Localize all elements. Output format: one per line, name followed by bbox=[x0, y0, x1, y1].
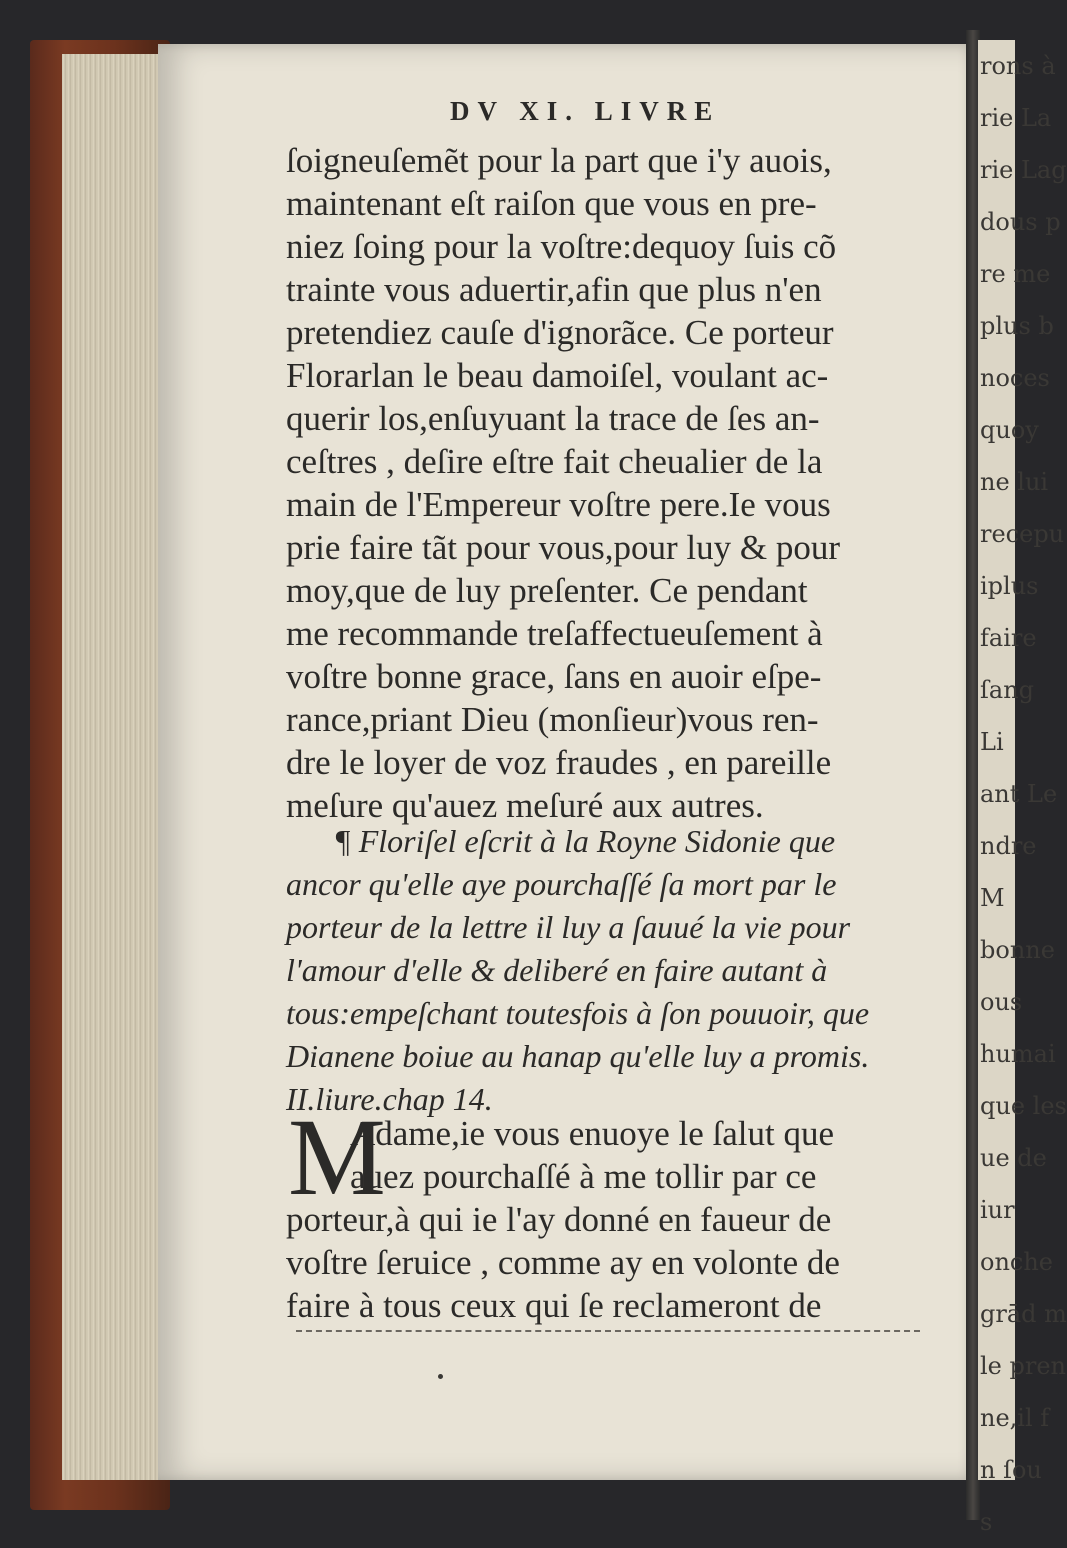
facing-page-line: ne lui bbox=[980, 468, 1049, 496]
facing-page-line: ue de bbox=[980, 1144, 1047, 1172]
facing-page-line: ſang bbox=[980, 676, 1035, 704]
body-text bbox=[286, 139, 926, 827]
facing-page-line: M bbox=[980, 884, 1005, 912]
facing-page-line: noces bbox=[980, 364, 1050, 392]
facing-page-line: dous p bbox=[980, 208, 1061, 236]
text-line: ſoigneuſemẽt pour la part que i'y auois, bbox=[286, 141, 832, 180]
letter-line: Adame,ie vous enuoye le ſalut que bbox=[350, 1114, 835, 1153]
facing-page-line: bonne bbox=[980, 936, 1055, 964]
facing-page-line: rie Lag bbox=[980, 156, 1067, 184]
text-line: maintenant eſt raiſon que vous en pre- bbox=[286, 184, 817, 223]
text-line: rance,priant Dieu (monſieur)vous ren- bbox=[286, 700, 819, 739]
drop-cap: M bbox=[288, 1096, 386, 1218]
letter-line: porteur,à qui ie l'ay donné en faueur de bbox=[286, 1200, 832, 1239]
running-head: DV XI. LIVRE bbox=[450, 96, 721, 126]
facing-page-line: humai bbox=[980, 1040, 1056, 1068]
facing-page-line: s bbox=[980, 1508, 993, 1536]
facing-page-line: le pren bbox=[980, 1352, 1067, 1380]
text-line: querir los,enſuyuant la trace de ſes an- bbox=[286, 399, 820, 438]
letter-line: auez pourchaſſé à me tollir par ce bbox=[350, 1157, 817, 1196]
facing-page-line: que les bbox=[980, 1092, 1067, 1120]
facing-page-line: iur bbox=[980, 1196, 1015, 1224]
facing-page-line: ndre bbox=[980, 832, 1037, 860]
summary-line: ¶ Floriſel eſcrit à la Royne Sidonie que bbox=[334, 823, 836, 859]
letter-line: faire à tous ceux qui ſe reclameront de bbox=[286, 1286, 822, 1325]
text-line: moy,que de luy preſenter. Ce pendant bbox=[286, 571, 808, 610]
text-line: main de l'Empereur voſtre pere.Ie vous bbox=[286, 485, 831, 524]
text-line: ceſtres , deſire eſtre fait cheualier de la bbox=[286, 442, 823, 481]
facing-page-line: ne,il f bbox=[980, 1404, 1050, 1432]
facing-page-fragment bbox=[978, 40, 1067, 1536]
text-line: voſtre bonne grace, ſans en auoir eſpe- bbox=[286, 657, 822, 696]
text-line: Florarlan le beau damoiſel, voulant ac- bbox=[286, 356, 829, 395]
facing-page-line: rie La bbox=[980, 104, 1052, 132]
catchword-rule bbox=[296, 1330, 920, 1332]
summary-line: II.liure.chap 14. bbox=[286, 1081, 493, 1117]
text-line: meſure qu'auez meſuré aux autres. bbox=[286, 786, 764, 825]
summary-line: l'amour d'elle & deliberé en faire autant à bbox=[286, 952, 828, 988]
text-line: me recommande treſaffectueuſement à bbox=[286, 614, 823, 653]
facing-page-line: plus b bbox=[980, 312, 1054, 340]
text-line: pretendiez cauſe d'ignorãce. Ce porteur bbox=[286, 313, 834, 352]
summary-line: porteur de la lettre il luy a ſauué la vie pour bbox=[286, 909, 851, 945]
summary-line: ancor qu'elle aye pourchaſſé ſa mort par le bbox=[286, 866, 837, 902]
text-line: dre le loyer de voz fraudes , en pareille bbox=[286, 743, 832, 782]
letter-line: voſtre ſeruice , comme ay en volonte de bbox=[286, 1243, 840, 1282]
facing-page-line: iplus bbox=[980, 572, 1039, 600]
facing-page-line: Li bbox=[980, 728, 1004, 756]
facing-page-line: quoy bbox=[980, 416, 1039, 444]
facing-page-line: ous bbox=[980, 988, 1023, 1016]
facing-page-line: rons à bbox=[980, 52, 1056, 80]
summary-line: tous:empeſchant toutesfois à ſon pouuoir, que bbox=[286, 995, 870, 1031]
text-line: niez ſoing pour la voſtre:dequoy ſuis cõ bbox=[286, 227, 837, 266]
facing-page-line: n ſou bbox=[980, 1456, 1042, 1484]
summary-line: Dianene boiue au hanap qu'elle luy a promis. bbox=[286, 1038, 870, 1074]
page-edges bbox=[62, 54, 160, 1480]
facing-page-line: grād m bbox=[980, 1300, 1067, 1328]
text-line: prie faire tãt pour vous,pour luy & pour bbox=[286, 528, 841, 567]
facing-page-line: recepu bbox=[980, 520, 1065, 548]
facing-page-line: faire bbox=[980, 624, 1037, 652]
facing-page-line: re me bbox=[980, 260, 1051, 288]
chapter-summary bbox=[286, 820, 926, 1121]
facing-page-line: ant Le bbox=[980, 780, 1058, 808]
text-line: trainte vous aduertir,afin que plus n'en bbox=[286, 270, 822, 309]
facing-page-line: onche bbox=[980, 1248, 1054, 1276]
ink-dot bbox=[438, 1374, 443, 1379]
